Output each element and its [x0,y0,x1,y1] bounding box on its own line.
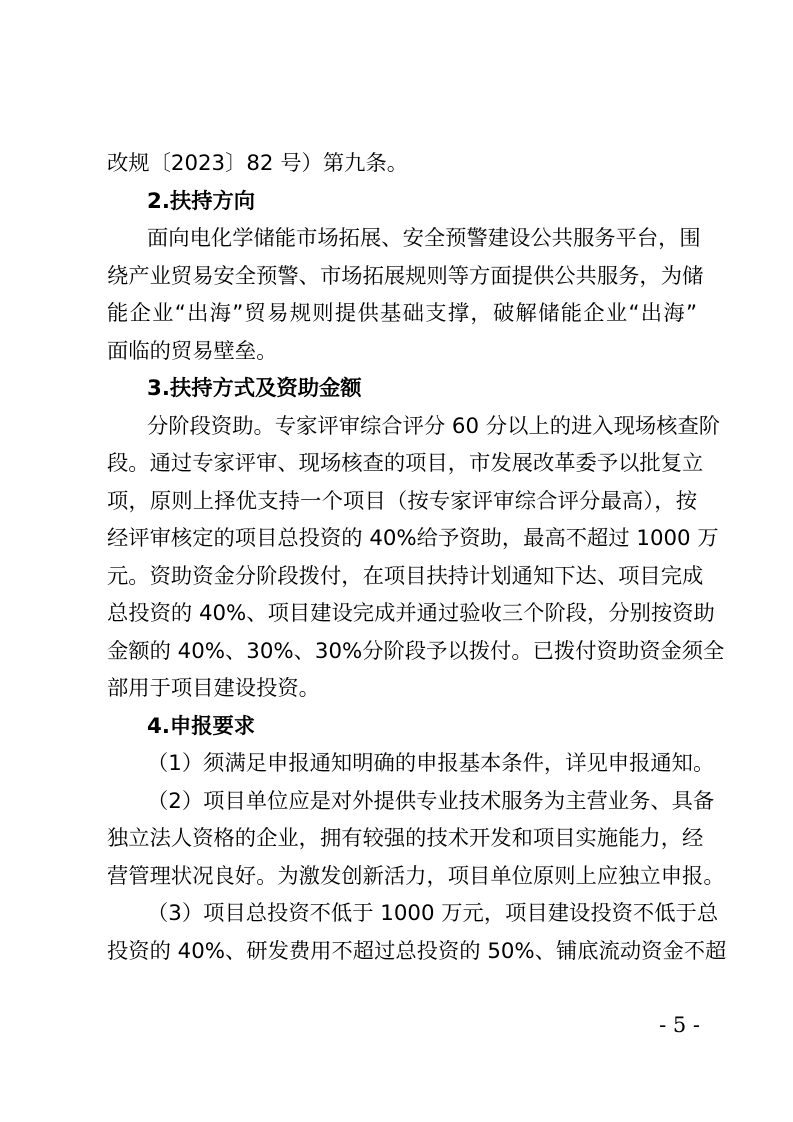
section-heading-application-requirements: 4.申报要求 [147,713,256,739]
body-text-line: （1）须满足申报通知明确的申报基本条件，详见申报通知。 [147,751,715,776]
page-number: - 5 - [659,1013,700,1037]
body-text-line: 面向电化学储能市场拓展、安全预警建设公共服务平台，围 [147,226,701,251]
body-text-line: 分阶段资助。专家评审综合评分 60 分以上的进入现场核查阶 [147,413,721,439]
body-text-line: 金额的 40%、30%、30%分阶段予以拨付。已拨付资助资金须全 [107,638,725,664]
body-text-line: （2）项目单位应是对外提供专业技术服务为主营业务、具备 [147,788,715,814]
body-text-line: 经评审核定的项目总投资的 40%给予资助，最高不超过 1000 万 [107,526,719,551]
section-heading-support-direction: 2.扶持方向 [147,188,256,214]
body-text-line: 段。通过专家评审、现场核查的项目，市发展改革委予以批复立 [107,451,704,476]
body-text-line: 面临的贸易壁垒。 [107,338,278,364]
body-text-line: 元。资助资金分阶段拨付，在项目扶持计划通知下达、项目完成 [107,563,704,589]
body-text-line: 绕产业贸易安全预警、市场拓展规则等方面提供公共服务，为储 [107,263,704,289]
section-heading-funding-method: 3.扶持方式及资助金额 [147,376,362,401]
body-text-line: 总投资的 40%、项目建设完成并通过验收三个阶段，分别按资助 [107,601,715,626]
body-text-line: 改规〔2023〕82 号）第九条。 [107,151,409,176]
body-text-line: 独立法人资格的企业，拥有较强的技术开发和项目实施能力，经 [107,826,704,851]
body-text-line: （3）项目总投资不低于 1000 万元，项目建设投资不低于总 [147,901,719,926]
body-text-line: 营管理状况良好。为激发创新活力，项目单位原则上应独立申报。 [107,863,725,889]
body-text-line: 投资的 40%、研发费用不超过总投资的 50%、铺底流动资金不超 [107,938,727,964]
body-text-line: 能企业“出海”贸易规则提供基础支撑，破解储能企业“出海” [107,301,697,326]
body-text-line: 项，原则上择优支持一个项目（按专家评审综合评分最高），按 [107,488,697,514]
body-text-line: 部用于项目建设投资。 [107,676,320,701]
